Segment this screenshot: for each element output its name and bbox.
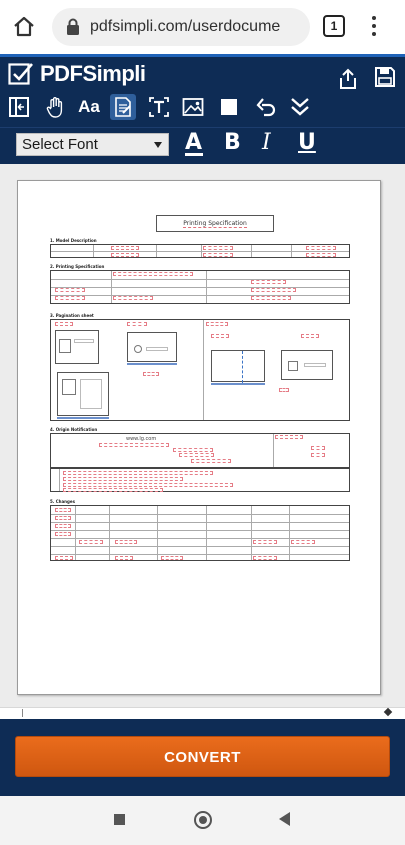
home-nav-icon[interactable] (194, 811, 212, 829)
lock-icon (66, 18, 80, 36)
scroll-handle-icon[interactable] (384, 708, 392, 716)
origin-url: www.lg.com (126, 436, 157, 442)
chevron-down-icon (154, 142, 162, 148)
undo-icon[interactable] (253, 94, 279, 120)
pagination-sheet-table (50, 319, 350, 421)
brand-logo: PDFSimpli (40, 61, 146, 86)
printing-spec-table (50, 270, 350, 304)
image-icon[interactable] (180, 94, 206, 120)
panel-toggle-icon[interactable] (6, 94, 32, 120)
url-text: pdfsimpli.com/userdocume (90, 18, 281, 35)
toolbar-divider (0, 127, 405, 128)
section-heading: 3. Pagination sheet (50, 313, 94, 318)
document-title: Printing Specification (183, 220, 247, 227)
more-menu-icon[interactable] (369, 14, 379, 40)
document-title-box[interactable] (156, 215, 274, 232)
section-heading: 1. Model Description (50, 238, 97, 243)
horizontal-scrollbar[interactable] (0, 707, 405, 719)
origin-notification-table (50, 433, 350, 468)
edit-form-icon[interactable] (110, 94, 136, 120)
section-heading: 2. Printing Specification (50, 264, 105, 269)
share-icon[interactable] (336, 67, 360, 91)
back-icon[interactable] (279, 812, 290, 826)
address-bar[interactable] (52, 8, 310, 46)
tab-switcher-button[interactable]: 1 (323, 15, 345, 37)
section-heading: 5. Changes (50, 499, 75, 504)
model-description-table (50, 244, 350, 258)
font-select[interactable] (16, 133, 169, 156)
expand-down-icon[interactable] (287, 94, 313, 120)
font-color-button[interactable] (185, 130, 203, 156)
section-heading: 4. Origin Notification (50, 427, 98, 432)
italic-button[interactable]: I (262, 130, 271, 155)
underline-button[interactable]: U (298, 130, 316, 155)
bold-button[interactable]: B (224, 130, 241, 155)
pdf-page[interactable] (17, 180, 381, 695)
font-color-label: A (185, 130, 203, 155)
home-icon[interactable] (10, 13, 38, 41)
hand-tool-icon[interactable] (42, 94, 68, 120)
convert-button[interactable]: CONVERT (15, 736, 390, 777)
changes-table (50, 505, 350, 561)
text-tool-button[interactable]: Aa (78, 97, 100, 116)
save-icon[interactable] (373, 65, 397, 89)
font-select-value: Select Font (22, 136, 98, 153)
text-box-icon[interactable] (146, 94, 172, 120)
recent-apps-icon[interactable] (114, 814, 125, 825)
logo-icon (8, 62, 34, 86)
rectangle-tool-icon[interactable] (216, 94, 242, 120)
notice-table (50, 468, 350, 492)
